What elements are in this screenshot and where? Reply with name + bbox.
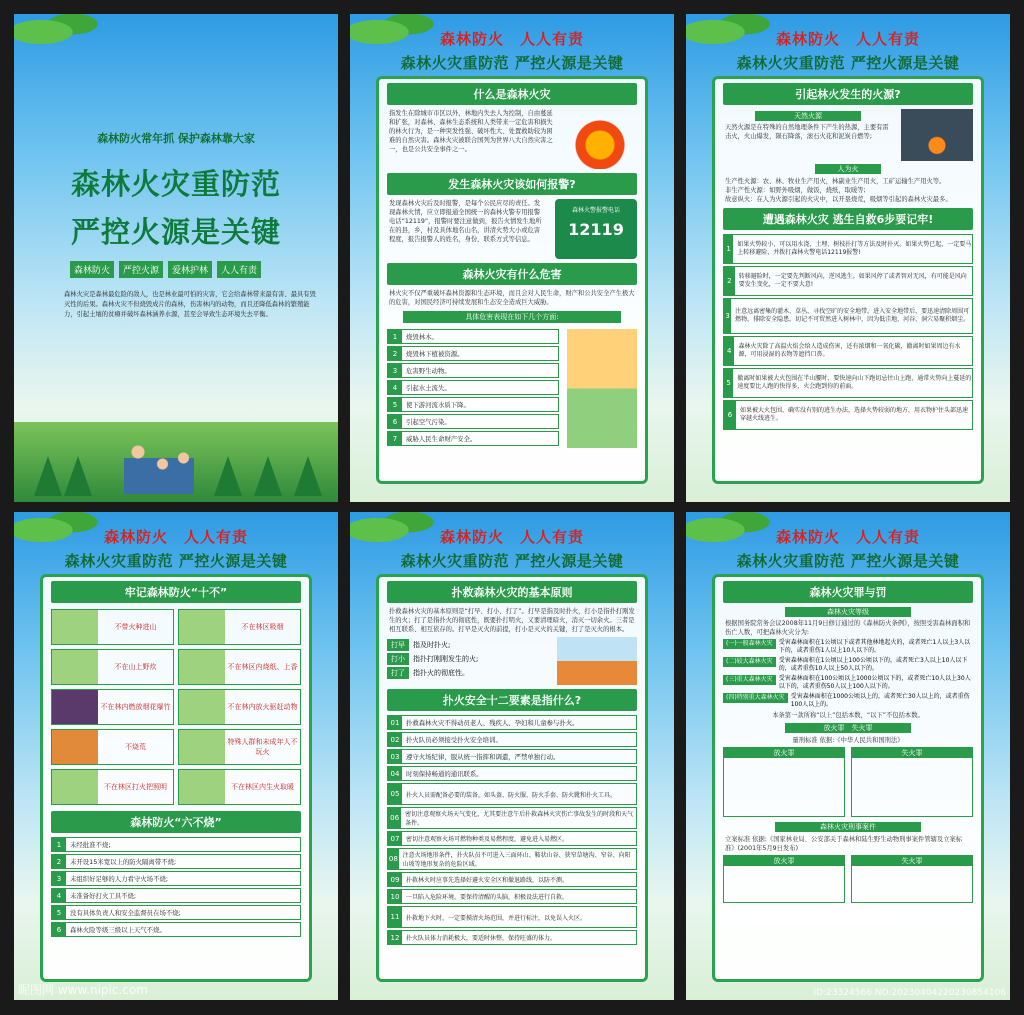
- header-line-1: 森林防火 人人有责: [103, 528, 248, 546]
- phone-number: 12119: [568, 220, 624, 239]
- list-item: 1 未经批准不烧;: [51, 837, 301, 852]
- content-card: [40, 574, 312, 982]
- negligence-case-box: 失火罪: [851, 855, 973, 903]
- header-line-1: 森林防火 人人有责: [439, 30, 584, 48]
- section-title: 牢记森林防火“十不”: [51, 581, 301, 603]
- section-title: 引起林火发生的火源?: [723, 83, 973, 105]
- list-item: 5 撤离时如果被大火包围在半山腰时，要快速向山下跑切忌往山上跑，通常火势向上蔓延的速度要比人跑的快得多，火会跑到你的前面。: [723, 368, 973, 398]
- list-item: 03 遵守火场纪律，服从统一指挥和调遣，严禁单独行动。: [387, 749, 637, 764]
- list-item: 06 密切注意观察火场天气变化，尤其要注意午后扑救森林火灾伤亡事故发生的时段和天气条件。: [387, 807, 637, 829]
- list-item: 07 密切注意观察火场可燃物种类及易燃程度，避免进入易燃区。: [387, 831, 637, 846]
- principle-row: 打小 指扑打刚刚发生的火;: [387, 653, 549, 665]
- content-card: [712, 76, 984, 484]
- poster-ten-donts: [14, 512, 338, 1000]
- poster-crime-punishment: [686, 512, 1010, 1000]
- rule-illustration: [52, 650, 98, 684]
- section-title: 发生森林火灾该如何报警?: [387, 173, 637, 195]
- list-item: 5 使下游河流水质下降。: [387, 397, 559, 412]
- list-item: 3 未组织好足够的人力看守火场不烧;: [51, 871, 301, 886]
- rule-card: 不烧荒: [51, 729, 174, 765]
- section-title: 扑火安全十二要素是指什么?: [387, 689, 637, 711]
- section-text: 天然火源是在特殊的自然地理条件下产生的热源，主要有雷击火，火山爆发，陨石降落，滚石火花和泥炭自燃等;: [725, 124, 889, 140]
- section-title: 森林火灾罪与罚: [723, 581, 973, 603]
- list-item: 3 危害野生动物。: [387, 363, 559, 378]
- cover-slogan: 森林防火常年抓 保护森林靠大家: [97, 132, 255, 145]
- fire-icon: [563, 109, 637, 169]
- human-source-tag: 人为火: [815, 164, 881, 174]
- list-item: 2 烧毁林下植被资源。: [387, 346, 559, 361]
- section-title: 遭遇森林火灾 逃生自救6步要记牢!: [723, 208, 973, 230]
- tag: 严控火源: [119, 261, 163, 278]
- level-row: (三)重大森林火灾 受害森林面积在100公顷以上1000公顷以下的，或者死亡10人以上30人以下的，或者重伤50人以上100人以下的。: [723, 675, 973, 691]
- arson-box: 放火罪: [723, 747, 845, 817]
- sub-title: 森林火灾刑事案件: [775, 822, 921, 832]
- list-item: 01 扑救森林火灾不得动员老人、残疾人、孕妇和儿童参与扑火。: [387, 715, 637, 730]
- list-item: 05 扑火人员需配备必要的装备，如头盔、防火服、防火手套、防火靴和扑火工具。: [387, 783, 637, 805]
- section-text: 故意纵火：在人为火源引起的火灾中，以开垦烧荒，吸烟等引起的森林火灾最多。: [725, 196, 952, 203]
- list-item: 2 转移避险时，一定要先判断风向，逆风逃生。如果风停了或者智对无风，有可能是风向要发生变化，一定不要大意!: [723, 266, 973, 296]
- content-card: [376, 574, 648, 982]
- cover-title-2: 严控火源是关键: [70, 215, 281, 249]
- list-item: 6 森林火险等级三级以上天气不烧。: [51, 922, 301, 937]
- header-line-2: 森林火灾重防范 严控火源是关键: [64, 552, 288, 570]
- phone-label: 森林火警报警电话: [571, 207, 620, 214]
- rule-card: 不在林内燃放烟花爆竹: [51, 689, 174, 725]
- list-item: 1 烧毁林木。: [387, 329, 559, 344]
- content-card: [376, 76, 648, 484]
- rule-illustration: [52, 610, 98, 644]
- section-text: 扑救森林火灾的基本原则是“打早、打小、打了”。打早是指及时扑火，打小是指扑打刚发生的火；打了是指扑火的彻底性，既要扑打明火，又要清理暗火，消灭一切余火。三者是相互联系、相互依存的。打早是灭火的前提，打小是灭火的关键，打了是灭火的根本。: [389, 608, 635, 633]
- section-title: 森林火灾有什么危害: [387, 263, 637, 285]
- rule-illustration: [52, 770, 98, 804]
- standard-basis: 立案标准 依据:《国家林业局、公安部关于森林和陆生野生动物刑事案件管辖及立案标准》(2001年5月9日发布): [725, 836, 963, 852]
- header-line-1: 森林防火 人人有责: [775, 528, 920, 546]
- section-title: 什么是森林火灾: [387, 83, 637, 105]
- list-item: 6 引起空气污染。: [387, 414, 559, 429]
- header-line-2: 森林火灾重防范 严控火源是关键: [736, 54, 960, 72]
- watermark-right: ID:23324566 NO:20230404220230854106: [813, 988, 1006, 998]
- rule-card: 不带火种进山: [51, 609, 174, 645]
- rule-card: 不在林区吸烟: [178, 609, 301, 645]
- lightning-icon: [901, 109, 973, 161]
- list-item: 10 一旦陷入危险环境，要保持清醒的头脑，积极设法进行自救。: [387, 889, 637, 904]
- section-title: 扑救森林火灾的基本原则: [387, 581, 637, 603]
- tag: 森林防火: [70, 261, 114, 278]
- list-item: 11 扑救地下火时，一定要摸清火场范围，并进行标注，以免误入火区。: [387, 906, 637, 928]
- header-line-2: 森林火灾重防范 严控火源是关键: [400, 552, 624, 570]
- sub-title: 森林火灾等级: [785, 607, 911, 617]
- rule-card: 不在山上野炊: [51, 649, 174, 685]
- header-line-2: 森林火灾重防范 严控火源是关键: [736, 552, 960, 570]
- law-basis: 量刑标准 依据:《中华人民共和国刑法》: [792, 737, 904, 744]
- principle-row: 打了 指扑火的彻底性。: [387, 667, 549, 679]
- list-item: 12 扑火队员体力消耗极大，要适时休整，保持旺盛的体力。: [387, 930, 637, 945]
- list-item: 4 森林火灾除了高温火焰会给人造成伤害，还有浓烟和一氧化碳，撤离时如果周边有水源，可用浸湿的衣物等遮挡口鼻。: [723, 336, 973, 366]
- poster-cover: [14, 14, 338, 502]
- header-line-2: 森林火灾重防范 严控火源是关键: [400, 54, 624, 72]
- rule-card: 不在林内放火驱赶动物: [178, 689, 301, 725]
- natural-source-tag: 天然火源: [755, 111, 861, 121]
- poster-what-is-fire: [350, 14, 674, 502]
- rule-illustration: [179, 610, 225, 644]
- tree: [34, 456, 62, 496]
- section-text: 发现森林火灾后及时报警，是每个公民应尽的责任。发现森林火情，应立即报通全国统一的森林火警专用报警电话“12119”，报警时要注意做到，报告火情发生地所在的县，乡，村及具体地名山名，讲清火势大小或危害程度，报告报警人的姓名，身份，联系方式等信息。: [389, 200, 542, 243]
- list-item: 09 扑救林火时应事先选择好避火安全区和撤退路线，以防不测。: [387, 872, 637, 887]
- tag: 人人有责: [217, 261, 261, 278]
- list-item: 5 没有具体负责人和安全监督员在场不烧;: [51, 905, 301, 920]
- poster-fire-sources: [686, 14, 1010, 502]
- principle-row: 打早 指及时扑火;: [387, 639, 549, 651]
- list-item: 4 未准备好打火工具不烧;: [51, 888, 301, 903]
- rule-illustration: [179, 770, 225, 804]
- negligence-box: 失火罪: [851, 747, 973, 817]
- rule-illustration: [179, 690, 225, 724]
- section-text: 生产性火源：农、林、牧业生产用火，林副业生产用火，工矿运输生产用火等。: [725, 178, 946, 185]
- sub-title: 放火罪 失火罪: [785, 723, 911, 733]
- note: 本条第一款所称“以上”包括本数，“以下”不包括本数。: [772, 712, 924, 719]
- phone-card: [555, 199, 637, 259]
- header-line-1: 森林防火 人人有责: [775, 30, 920, 48]
- rule-illustration: [52, 730, 98, 764]
- poster-firefighting-principles: [350, 512, 674, 1000]
- sub-title: 具体危害表现在如下几个方面:: [403, 311, 621, 323]
- level-row: (四)特别重大森林火灾 受害森林面积在1000公顷以上的，或者死亡30人以上的，或者重伤100人以上的。: [723, 693, 973, 709]
- level-row: (二)较大森林火灾 受害森林面积在1公顷以上100公顷以下的，或者死亡3人以上10人以下的，或者重伤10人以上50人以下的。: [723, 657, 973, 673]
- tree: [64, 456, 92, 496]
- list-item: 1 如果火势较小，可以用水浇、土埋、树枝扑打等方法及时扑灭。如果火势已起，一定要马上转移避险，并拨打森林火警电话12119报警!: [723, 234, 973, 264]
- list-item: 08 注意火场地形条件，扑火队员不可进入三面环山、鞍状山谷、狭窄草塘沟、窄谷、向阳山坡等地形复杂的危险区域。: [387, 848, 637, 870]
- list-item: 2 未开设15米宽以上的防火隔离带不烧;: [51, 854, 301, 869]
- cover-intro: 森林火灾是森林最危险的敌人，也是林业最可怕的灾害，它会给森林带来最有害、最具有毁灭性的后果。森林火灾不但烧毁成片的森林，伤害林内的动物，而且还降低森林的繁殖能力，引起土壤的贫瘠并破坏森林涵养水源，甚至会导致生态环境失去平衡。: [64, 291, 316, 318]
- tree: [254, 456, 282, 496]
- section-text: 林火灾不仅严重破坏森林资源和生态环境，而且会对人民生命，财产和公共安全产生极大的危害，对国民经济可持续发展和生态安全造成巨大威胁。: [389, 290, 635, 306]
- firefighters-illustration: [557, 637, 637, 685]
- section-text: 根据国务院常务会议2008年11月9日修订通过的《森林防火条例》，按照受害森林面积和伤亡人数，可把森林火灾分为:: [725, 620, 971, 636]
- section-title: 森林防火“六不烧”: [51, 811, 301, 833]
- rule-illustration: [179, 730, 225, 764]
- watermark-left: 昵图网 www.nipic.com: [18, 983, 148, 997]
- rule-card: 不在林区内生火取暖: [178, 769, 301, 805]
- tag: 爱林护林: [168, 261, 212, 278]
- section-text: 指发生在除城市市区以外，林地内失去人为控制，自由蔓延和扩张，对森林、森林生态系统和人类带来一定危害和损失的林火行为，是一种突发性强、破坏性大、处置救助较为困难的自然灾害。森林火灾被联合国列为世界八大自然灾害之一，也是公共安全事件之一。: [389, 110, 553, 153]
- rule-card: 不在林区内烧纸、上香: [178, 649, 301, 685]
- tree: [294, 456, 322, 496]
- rules-grid: [43, 607, 309, 807]
- content-card: [712, 574, 984, 982]
- rule-card: 特殊人群和未成年人不玩火: [178, 729, 301, 765]
- header-line-1: 森林防火 人人有责: [439, 528, 584, 546]
- section-text: 非生产性火源：如野外吸烟，做饭，烧纸，取暖等;: [725, 187, 866, 194]
- list-item: 3 注意远离密集的灌木、草丛，寻找空旷的安全地带。进入安全地带后，要迅速清除周围可燃物。排除安全隐患。切记不可贸然进入树林中，因为低洼地、河谷、洞穴易聚积烟尘。: [723, 298, 973, 334]
- cover-title-1: 森林火灾重防范: [70, 167, 281, 201]
- level-row: (一)一般森林火灾 受害森林面积在1公顷以下或者其他林地起火的，或者死亡1人以上3人以下的，或者重伤1人以上10人以下的。: [723, 639, 973, 655]
- arson-case-box: 放火罪: [723, 855, 845, 903]
- family-illustration: [124, 434, 194, 494]
- tree: [214, 456, 242, 496]
- list-item: 6 如果被大火包围，确实没有别的逃生办法，选择火势较弱的地方，用衣物护住头部迅速穿越火线逃生。: [723, 400, 973, 430]
- rule-illustration: [52, 690, 98, 724]
- list-item: 7 威胁人民生命财产安全。: [387, 431, 559, 446]
- list-item: 02 扑火队员必须接受扑火安全培训。: [387, 732, 637, 747]
- list-item: 4 引起水土流失。: [387, 380, 559, 395]
- leaf-decoration: [14, 14, 104, 48]
- rule-card: 不在林区打火把照明: [51, 769, 174, 805]
- list-item: 04 时刻保持畅通的通讯联系。: [387, 766, 637, 781]
- rule-illustration: [179, 650, 225, 684]
- hazard-illustration: [567, 329, 637, 448]
- cover-tags: [70, 261, 261, 278]
